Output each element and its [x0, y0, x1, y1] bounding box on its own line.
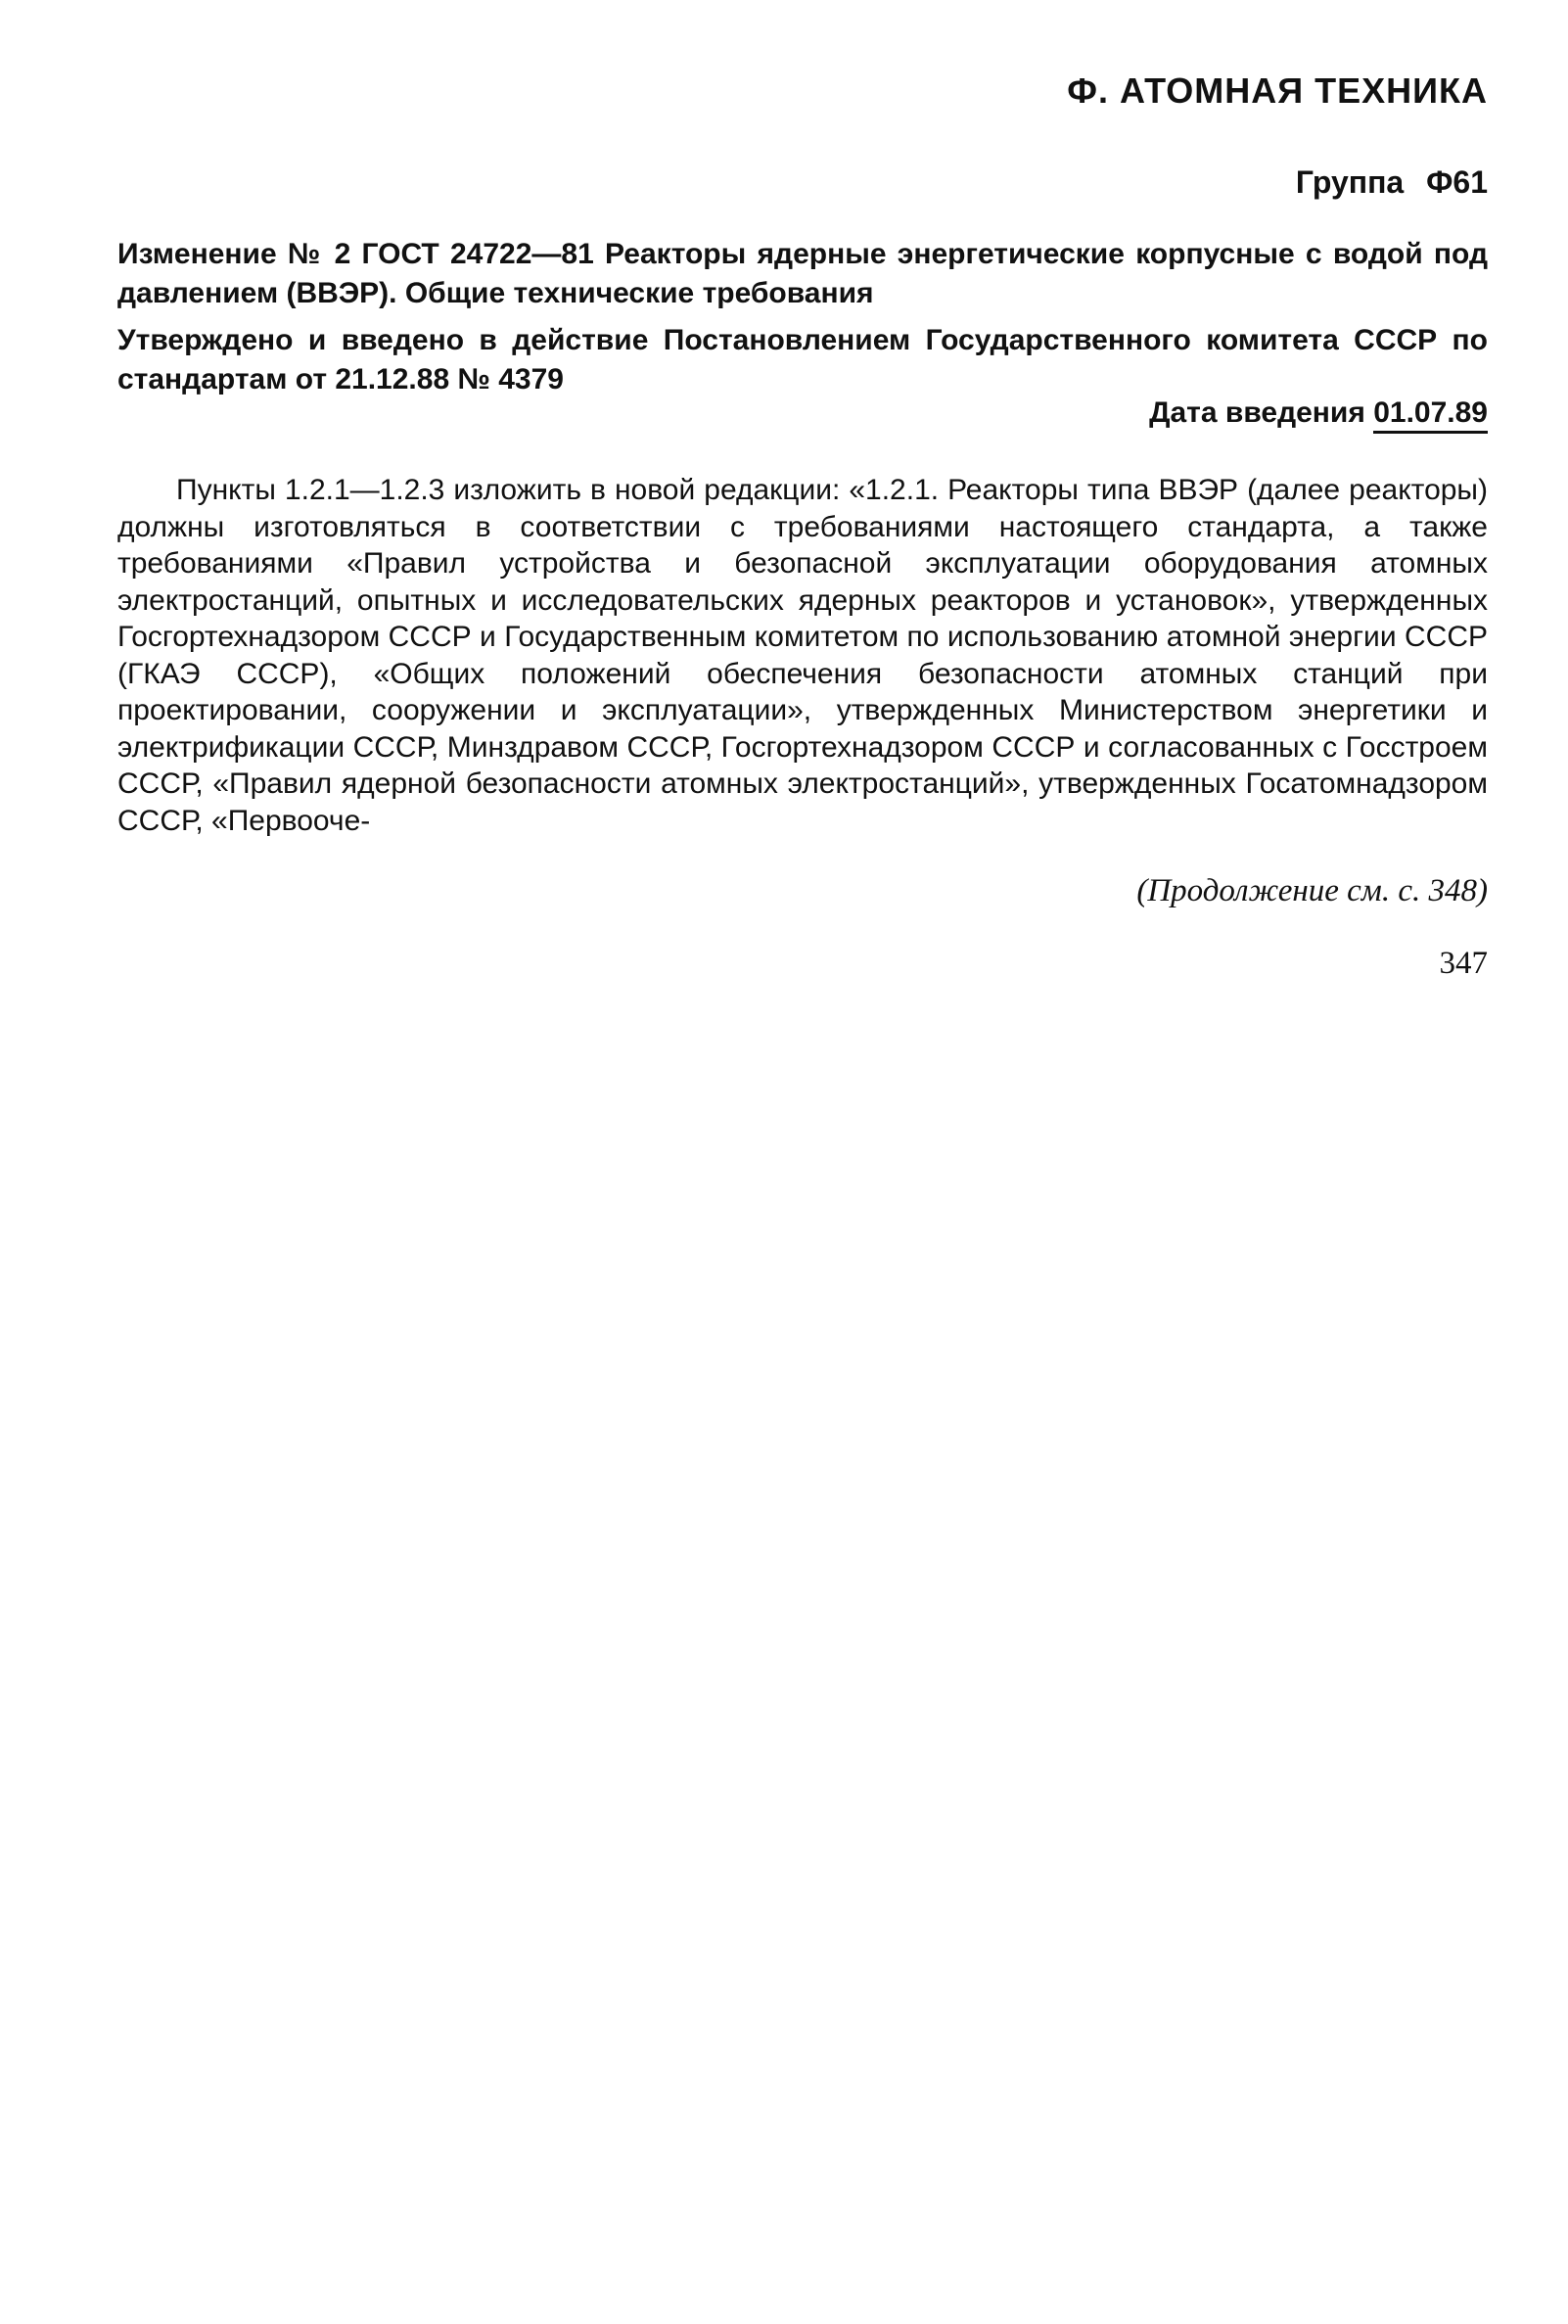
document-page [117, 0, 1488, 2324]
continuation-note: (Продолжение см. с. 348) [1136, 873, 1488, 908]
amendment-title: Изменение № 2 ГОСТ 24722—81 Реакторы ядерные энергетические корпусные с водой под давлением (ВВЭР). Общие технические требования [117, 238, 1488, 309]
introduction-date [1149, 394, 1488, 433]
group-label: Группа Ф61 [1295, 164, 1488, 200]
introduction-date-label: Дата введения [1149, 396, 1365, 429]
section-title: Ф. АТОМНАЯ ТЕХНИКА [1067, 70, 1488, 111]
page-number: 347 [1439, 946, 1488, 981]
approval-statement: Утверждено и введено в действие Постановлением Государственного комитета СССР по стандартам от 21.12.88 № 4379 [117, 324, 1488, 395]
introduction-date-value: 01.07.89 [1373, 396, 1488, 434]
body-paragraph: Пункты 1.2.1—1.2.3 изложить в новой редакции: «1.2.1. Реакторы типа ВВЭР (далее реакторы) должны изготовляться в соответствии с требованиями настоящего стандарта, а также требованиями «Правил устройства и безопасной эксплуатации оборудования атомных электростанций, опытных и исследовательских ядерных реакторов и установок», утвержденных Госгортехнадзором СССР и Государственным комитетом по использованию атомной энергии СССР (ГКАЭ СССР), «Общих положений обеспечения безопасности атомных станций при проектировании, сооружении и эксплуатации», утвержденных Министерством энергетики и электрификации СССР, Минздравом СССР, Госгортехнадзором СССР и согласованных с Госстроем СССР, «Правил ядерной безопасности атомных электростанций», утвержденных Госатомнадзором СССР, «Первооче- [117, 474, 1488, 837]
